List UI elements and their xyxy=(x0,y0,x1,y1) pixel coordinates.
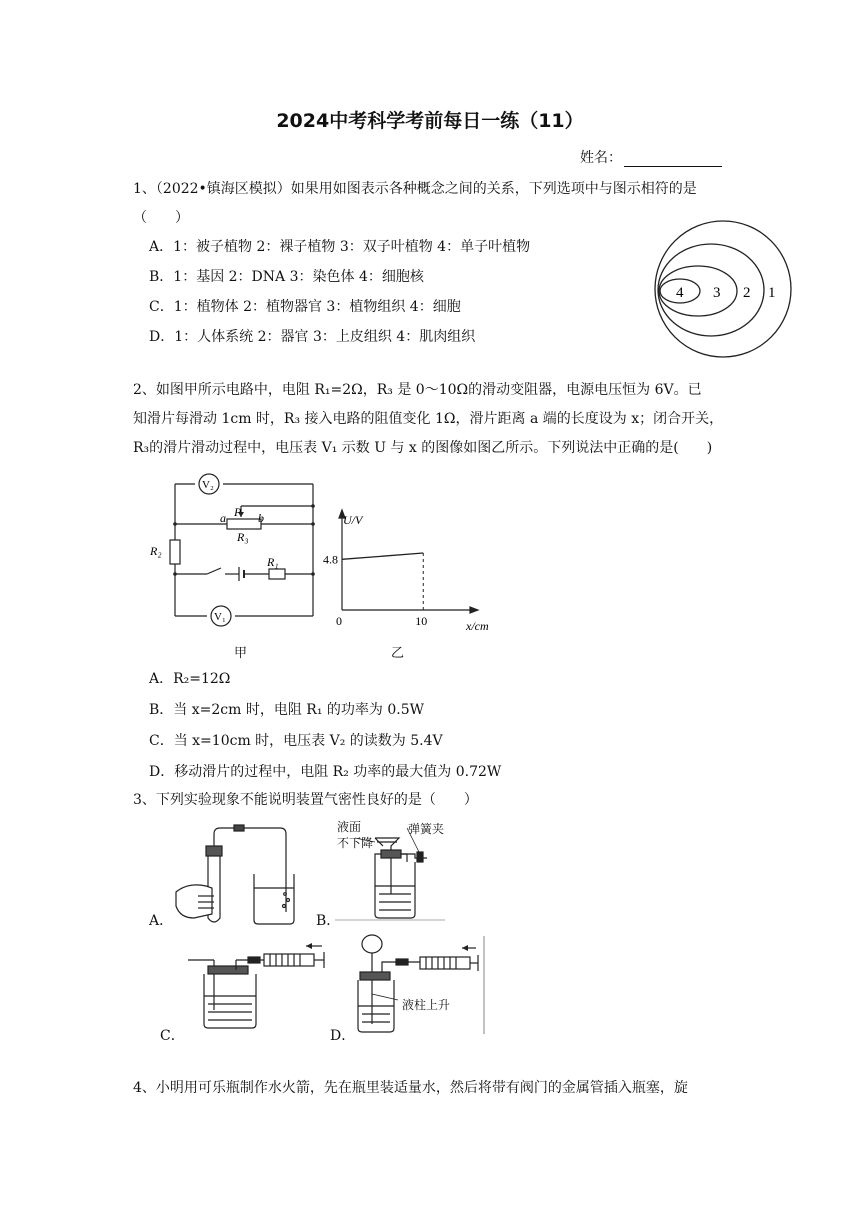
x-axis-label: x/cm xyxy=(466,619,489,633)
q2-stem-line2: 知滑片每滑动 1cm 时，R₃ 接入电路的阻值变化 1Ω，滑片距离 a 端的长度设为 x；闭合开关， xyxy=(133,411,724,427)
page-title: 2024中考科学考前每日一练（11） xyxy=(276,110,584,132)
q2-option-a[interactable]: A．R₂=12Ω xyxy=(149,671,231,687)
q3-figure-c xyxy=(182,940,332,1040)
v2-label: V₂ xyxy=(202,479,214,491)
circle-label-2: 2 xyxy=(743,285,751,301)
arrow-left-icon xyxy=(306,943,312,949)
q2-stem-line1: 2、如图甲所示电路中，电阻 R₁=2Ω，R₃ 是 0～10Ω的滑动变阻器，电源电压恒为 6V。已 xyxy=(133,382,702,398)
q1-option-c[interactable]: C．1：植物体 2：植物器官 3：植物组织 4：细胞 xyxy=(149,299,461,315)
caption-yi: 乙 xyxy=(391,646,405,661)
q1-stem-line1: 1、（2022•镇海区模拟）如果用如图表示各种概念之间的关系，下列选项中与图示相符的是 xyxy=(133,181,697,197)
delivery-tube xyxy=(214,828,286,912)
q3-option-b[interactable]: B． xyxy=(316,913,341,929)
stopper xyxy=(208,966,248,974)
x-axis-arrow xyxy=(470,607,478,613)
stopper xyxy=(360,972,390,980)
series-line xyxy=(342,553,423,559)
b-label-surface-1: 液面 xyxy=(337,820,362,834)
r2-resistor xyxy=(170,540,180,564)
r2-label: R₂ xyxy=(150,544,162,558)
r3-resistor xyxy=(227,519,261,529)
q4-stem-line1: 4、小明用可乐瓶制作水火箭，先在瓶里装适量水，然后将带有阀门的金属管插入瓶塞，旋 xyxy=(133,1080,688,1096)
q1-stem-line2: （ ） xyxy=(133,210,189,226)
q2-circuit-diagram xyxy=(145,468,325,633)
q3-option-a[interactable]: A． xyxy=(149,913,174,929)
q1-option-d[interactable]: D．1：人体系统 2：器官 3：上皮组织 4：肌肉组织 xyxy=(149,329,476,345)
q1-concept-circles-figure xyxy=(650,218,800,358)
circle-3 xyxy=(659,266,737,316)
q1-option-a[interactable]: A．1：被子植物 2：裸子植物 3：双子叶植物 4：单子叶植物 xyxy=(149,239,531,255)
syringe xyxy=(264,954,314,966)
y-tick-label: 4.8 xyxy=(323,552,338,567)
b-label: b xyxy=(258,511,264,525)
x-tick-label: 10 xyxy=(415,614,428,628)
funnel-bulb xyxy=(362,935,382,953)
q2-stem-line3: R₃的滑片滑动过程中，电压表 V₁ 示数 U 与 x 的图像如图乙所示。下列说法中正确的是( ) xyxy=(133,440,713,456)
p-label: P xyxy=(234,505,242,519)
stopper xyxy=(206,846,222,856)
y-axis-label: U/V xyxy=(343,513,363,527)
caption-jia: 甲 xyxy=(234,646,248,661)
q1-option-b[interactable]: B．1：基因 2：DNA 3：染色体 4：细胞核 xyxy=(149,269,424,285)
circle-label-1: 1 xyxy=(768,285,776,301)
circle-label-3: 3 xyxy=(713,285,721,301)
q2-option-c[interactable]: C．当 x=10cm 时，电压表 V₂ 的读数为 5.4V xyxy=(149,733,443,749)
d-label-column-rise: 液柱上升 xyxy=(402,998,451,1012)
r3-label: R₃ xyxy=(237,530,249,544)
switch-icon xyxy=(207,568,221,574)
b-label-surface-2: 不下降 xyxy=(337,836,374,850)
name-field[interactable] xyxy=(580,147,722,167)
q3-figure-b xyxy=(335,814,455,924)
stopper xyxy=(381,850,401,858)
q2-u-x-graph xyxy=(322,505,507,635)
q2-option-d[interactable]: D．移动滑片的过程中，电阻 R₂ 功率的最大值为 0.72W xyxy=(149,764,502,780)
q3-stem: 3、下列实验现象不能说明装置气密性良好的是（ ） xyxy=(133,792,478,808)
q3-option-d[interactable]: D． xyxy=(330,1028,356,1044)
q3-option-c[interactable]: C． xyxy=(160,1028,185,1044)
syringe xyxy=(420,957,470,969)
x-tick-label: 0 xyxy=(336,614,342,628)
r1-resistor xyxy=(269,569,285,579)
a-label: a xyxy=(220,511,226,525)
arrow-left-icon xyxy=(462,945,468,951)
spring-clip-icon xyxy=(417,852,423,862)
q3-figure-a xyxy=(172,822,302,928)
name-label: 姓名： xyxy=(580,150,622,166)
v1-label: V₁ xyxy=(214,611,226,623)
q3-figure-d xyxy=(348,932,488,1038)
b-label-spring-clip: 弹簧夹 xyxy=(408,822,445,836)
name-blank[interactable] xyxy=(624,152,722,167)
circle-label-4: 4 xyxy=(676,285,684,301)
r1-label: R₁ xyxy=(267,555,279,569)
q2-option-b[interactable]: B．当 x=2cm 时，电阻 R₁ 的功率为 0.5W xyxy=(149,702,424,718)
